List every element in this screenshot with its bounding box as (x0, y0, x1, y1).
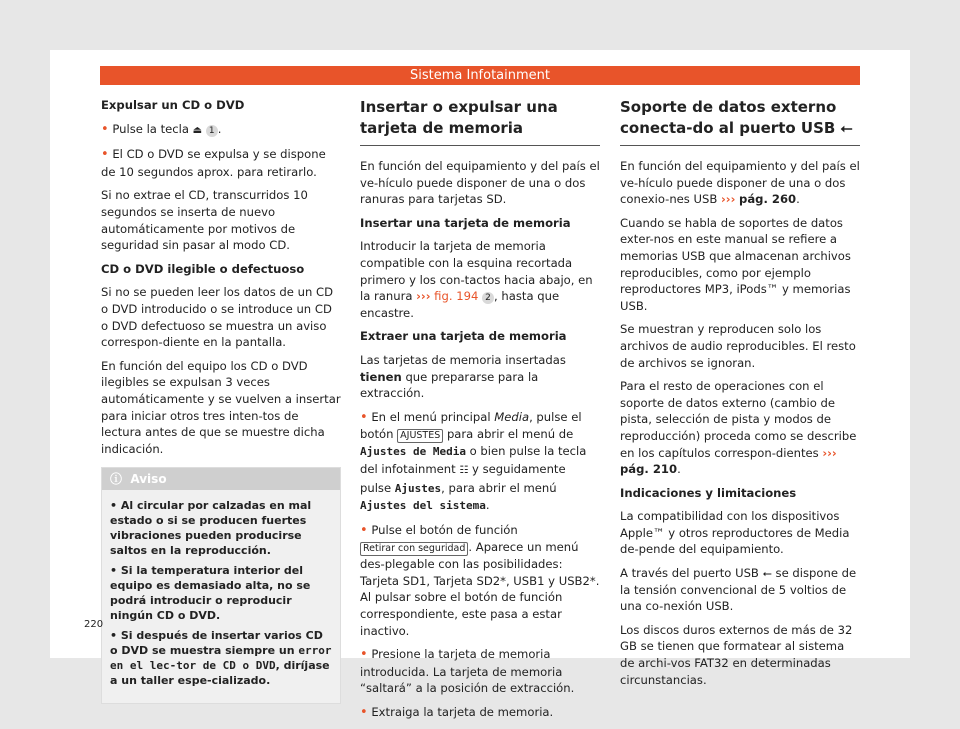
paragraph: En función del equipo los CD o DVD ilegibles se expulsan 3 veces automáticamente y se vuelven a insertar para iniciar otros tres inten-tos de lectura antes de que se muestre dicha indicación. (101, 358, 341, 456)
aviso-item: • Si la temperatura interior del equipo es demasiado alta, no se podrá introducir o reproducir ningún CD o DVD. (110, 564, 311, 623)
arrow-icon: ››› (822, 445, 837, 460)
paragraph: Si no se pueden leer los datos de un CD o DVD introducido o se introduce un CD o DVD defectuoso se muestra un aviso correspon-diente en la pantalla. (101, 285, 334, 350)
section-title-usb: Soporte de datos externo conecta-do al puerto USB ⭠ (620, 97, 860, 146)
aviso-box (101, 467, 341, 704)
paragraph: Si no extrae el CD, transcurridos 10 segundos se inserta de nuevo automáticamente por motivos de seguridad sin pasar al modo CD. (101, 188, 308, 253)
aviso-item: • Al circular por calzadas en mal estado o si se producen fuertes vibraciones pueden producirse saltos en la reproducción. (110, 499, 312, 558)
bullet-icon: • (360, 705, 368, 721)
page-header: Sistema Infotainment (100, 66, 860, 85)
paragraph: En función del equipamiento y del país el ve-hículo puede disponer de una o dos conexio-nes USB ››› pág. 260. (620, 159, 860, 207)
bullet-icon: • (101, 147, 109, 163)
paragraph: Introducir la tarjeta de memoria compatible con la esquina recortada primero y los con-tactos hacia abajo, en la ranura ››› fig. 194 2 , hasta que encastre. (360, 239, 593, 320)
bullet-icon: • (360, 522, 368, 538)
bullet-icon: • (101, 121, 109, 137)
paragraph: La compatibilidad con los dispositivos Apple™ y otros reproductores de Media de-pende del equipamiento. (620, 509, 850, 557)
paragraph: Los discos duros externos de más de 32 GB se tienen que formatear al sistema de archi-vos FAT32 en determinadas circunstancias. (620, 622, 853, 687)
usb-icon: ⭠ (762, 566, 772, 581)
arrow-icon: ››› (416, 289, 431, 304)
bullet-item: • Pulse la tecla ⏏ 1 . (101, 121, 222, 137)
info-icon: ⓘ (110, 472, 123, 487)
column-2 (360, 97, 600, 729)
column-1 (101, 97, 341, 704)
paragraph: Se muestran y reproducen solo los archivos de audio reproducibles. El resto de archivos se ignoran. (620, 322, 856, 370)
paragraph: A través del puerto USB ⭠ se dispone de la tensión convencional de 5 voltios de una co-nexión USB. (620, 566, 857, 614)
bullet-item: • En el menú principal Media, pulse el botón AJUSTES para abrir el menú de Ajustes de Media o bien pulse la tecla del infotainment ☷ y seguidamente pulse Ajustes, para abrir el menú Ajustes del sistema. (360, 409, 587, 513)
bullet-item: • Extraiga la tarjeta de memoria. (360, 705, 554, 721)
heading-indicaciones: Indicaciones y limitaciones (620, 485, 797, 500)
bullet-item: • Pulse el botón de función Retirar con seguridad . Aparece un menú des-plegable con las posibilidades: Tarjeta SD1, Tarjeta SD2*, USB1 y USB2*. Al pulsar sobre el botón de función correspondiente, este pasa a estar inactivo. (360, 522, 600, 638)
section-title-tarjeta: Insertar o expulsar una tarjeta de memoria (360, 97, 600, 146)
page-number: 220 (84, 619, 104, 630)
aviso-body (102, 490, 340, 703)
usb-icon: ⭠ (840, 119, 853, 137)
bullet-item: • El CD o DVD se expulsa y se dispone de 10 segundos aprox. para retirarlo. (101, 147, 326, 179)
page-link[interactable]: pág. 210 (620, 462, 678, 477)
heading-expulsar: Expulsar un CD o DVD (101, 98, 245, 112)
ajustes-button: AJUSTES (397, 429, 443, 443)
bullet-item: • Presione la tarjeta de memoria introducida. La tarjeta de memoria “saltará” a la posición de extracción. (360, 647, 575, 696)
bullet-icon: • (360, 409, 368, 425)
aviso-header: ⓘ Aviso (102, 468, 340, 490)
bullet-icon: • (360, 647, 368, 663)
callout-number: 1 (206, 125, 218, 137)
page-link[interactable]: pág. 260 (739, 192, 797, 207)
arrow-icon: ››› (721, 192, 736, 207)
paragraph: Las tarjetas de memoria insertadas tienen que prepararse para la extracción. (360, 352, 566, 401)
paragraph: Para el resto de operaciones con el soporte de datos externo (cambio de pista, selección de pista y modos de reproducción) proceda como se describe en los capítulos correspon-dientes ››› pág. 210. (620, 379, 857, 477)
eject-icon: ⏏ (192, 124, 203, 136)
heading-extraer: Extraer una tarjeta de memoria (360, 329, 567, 344)
paragraph: En función del equipamiento y del país el ve-hículo puede disponer de una o dos ranuras para tarjetas SD. (360, 159, 600, 207)
figure-link[interactable]: fig. 194 (434, 289, 479, 304)
aviso-item: • Si después de insertar varios CD o DVD se muestra siempre un error en el lec-tor de CD o DVD, diríjase a un taller espe-cializado. (110, 629, 332, 688)
retirar-button: Retirar con seguridad (360, 542, 468, 556)
menu-icon: ☷ (459, 464, 469, 476)
column-3 (620, 97, 860, 695)
heading-insertar: Insertar una tarjeta de memoria (360, 215, 571, 230)
paragraph: Cuando se habla de soportes de datos exter-nos en este manual se refiere a memorias USB que almacenan archivos reproducibles, como por ejemplo reproductores MP3, iPods™ y memorias USB. (620, 215, 851, 313)
heading-ilegible: CD o DVD ilegible o defectuoso (101, 261, 305, 276)
callout-number: 2 (482, 292, 494, 304)
